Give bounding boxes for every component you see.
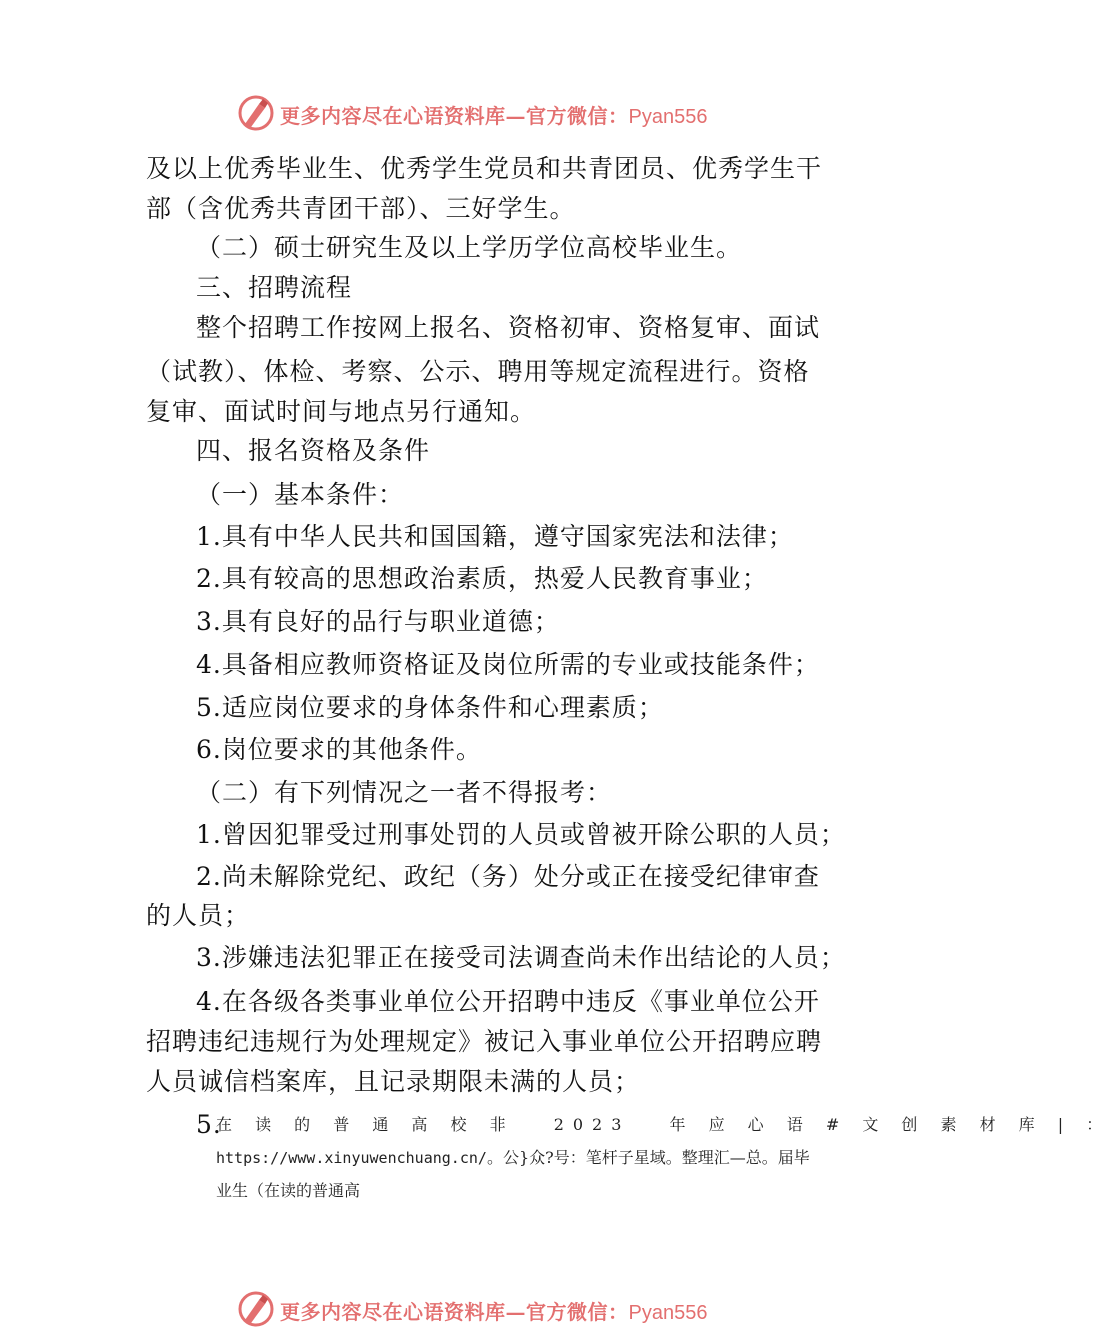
text-line: 复审、面试时间与地点另行通知。 (146, 397, 537, 426)
text-line: 部（含优秀共青团干部）、三好学生。 (146, 194, 576, 223)
list-item: 2.尚未解除党纪、政纪（务）处分或正在接受纪律审查 (196, 862, 820, 891)
pen-seal-icon (237, 1290, 275, 1328)
list-item: 5.适应岗位要求的身体条件和心理素质； (196, 693, 664, 722)
list-item-number: 5. (196, 1110, 222, 1139)
item5-line2-rest: 。公}众?号：笔杆子星域。整理汇—总。届毕 (486, 1148, 810, 1167)
list-item: 3.涉嫌违法犯罪正在接受司法调查尚未作出结论的人员； (196, 943, 846, 972)
list-item: 3.具有良好的品行与职业道德； (196, 607, 560, 636)
subsection-heading: （一）基本条件： (196, 480, 405, 509)
watermark-text-cn: 更多内容尽在心语资料库—官方微信： (280, 1300, 629, 1324)
watermark-text (280, 1296, 707, 1325)
footer-watermark (0, 1290, 950, 1330)
text-line: 招聘违纪违规行为处理规定》被记入事业单位公开招聘应聘 (146, 1027, 823, 1056)
section-heading: 三、招聘流程 (196, 273, 353, 302)
item5-line3: 业生（在读的普通高 (216, 1181, 361, 1200)
watermark-text (280, 100, 707, 129)
item5-url: https://www.xinyuwenchuang.cn/ (216, 1149, 487, 1167)
header-watermark (0, 94, 950, 134)
list-item: 2.具有较高的思想政治素质，热爱人民教育事业； (196, 564, 768, 593)
pen-seal-icon (237, 94, 275, 132)
text-line: 人员诚信档案库，且记录期限未满的人员； (146, 1067, 641, 1096)
watermark-wechat-id: Pyan556 (628, 106, 708, 128)
list-item: 4.具备相应教师资格证及岗位所需的专业或技能条件； (196, 650, 820, 679)
item5-line2 (216, 1147, 810, 1169)
text-line: 整个招聘工作按网上报名、资格初审、资格复审、面试 (196, 313, 821, 342)
list-item: 1.曾因犯罪受过刑事处罚的人员或曾被开除公职的人员； (196, 820, 846, 849)
text-line: 及以上优秀毕业生、优秀学生党员和共青团员、优秀学生干 (146, 154, 823, 183)
list-item: 4.在各级各类事业单位公开招聘中违反《事业单位公开 (196, 987, 820, 1016)
text-line: （试教）、体检、考察、公示、聘用等规定流程进行。资格 (146, 357, 810, 386)
watermark-text-cn: 更多内容尽在心语资料库—官方微信： (280, 104, 629, 128)
text-line: 的人员； (146, 901, 251, 930)
item5-line1: 在 读 的 普 通 高 校 非 2023 年 应 心 语 # 文 创 素 材 库 | ： (216, 1115, 1111, 1134)
subsection-heading: （二）有下列情况之一者不得报考： (196, 778, 613, 807)
text-line: （二）硕士研究生及以上学历学位高校毕业生。 (196, 233, 743, 262)
list-item: 6.岗位要求的其他条件。 (196, 735, 482, 764)
watermark-wechat-id: Pyan556 (628, 1302, 708, 1324)
list-item: 1.具有中华人民共和国国籍，遵守国家宪法和法律； (196, 522, 794, 551)
section-heading: 四、报名资格及条件 (196, 436, 431, 465)
